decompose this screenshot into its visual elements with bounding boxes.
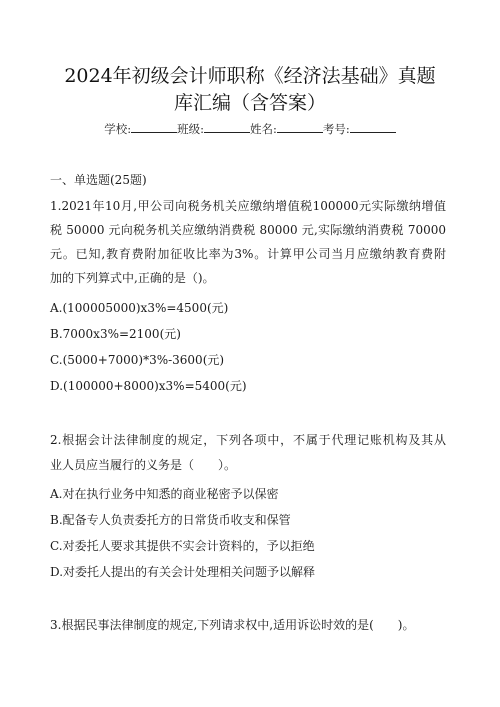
q2-stem-line-1: 2.根据会计法律制度的规定，下列各项中，不属于代理记账机构及其从 [50, 433, 446, 447]
info-blank-class [204, 122, 250, 133]
q1-option-d: D.(100000+8000)x3%=5400(元) [50, 379, 247, 393]
info-field-school [104, 121, 177, 137]
q1-stem-line-4: 加的下列算式中,正确的是（)。 [50, 271, 215, 285]
info-field-name [250, 121, 323, 137]
info-blank-exam-number [350, 122, 396, 133]
info-label-exam-number: 考号: [322, 122, 350, 136]
info-blank-school [131, 122, 177, 133]
info-label-school: 学校: [104, 122, 132, 136]
info-blank-name [277, 122, 323, 133]
q1-option-a: A.(100005000)x3%=4500(元) [50, 301, 229, 315]
q1-stem-line-2: 税 50000 元向税务机关应缴纳消费税 80000 元,实际缴纳消费税 70000 [50, 223, 446, 237]
q1-stem-line-3: 元。已知,教育费附加征收比率为3%。计算甲公司当月应缴纳教育费附 [50, 247, 446, 261]
q3-stem-line-1: 3.根据民事法律制度的规定,下列请求权中,适用诉讼时效的是( )。 [50, 618, 415, 632]
student-info-row [40, 121, 460, 137]
info-label-name: 姓名: [250, 122, 277, 136]
q1-option-b: B.7000x3%=2100(元) [50, 327, 181, 341]
info-label-class: 班级: [177, 122, 204, 136]
q2-option-a: A.对在执行业务中知悉的商业秘密予以保密 [50, 487, 279, 501]
q2-option-b: B.配备专人负责委托方的日常货币收支和保管 [50, 513, 291, 527]
q1-stem-line-1: 1.2021年10月,甲公司向税务机关应缴纳增值税100000元实际缴纳增值 [50, 199, 446, 213]
q1-option-c: C.(5000+7000)*3%-3600(元) [50, 353, 225, 367]
section-heading: 一、单选题(25题) [50, 173, 147, 187]
document-title-line-2: 库汇编（含答案） [173, 92, 326, 114]
q2-stem-line-2: 业人员应当履行的义务是（ ）。 [50, 458, 237, 472]
info-field-exam-number [323, 121, 396, 137]
q2-option-d: D.对委托人提出的有关会计处理相关问题予以解释 [50, 565, 316, 579]
info-field-class [177, 121, 250, 137]
document-title-line-1: 2024年初级会计师职称《经济法基础》真题 [64, 65, 436, 87]
q2-option-c: C.对委托人要求其提供不实会计资料的，予以拒绝 [50, 539, 315, 553]
